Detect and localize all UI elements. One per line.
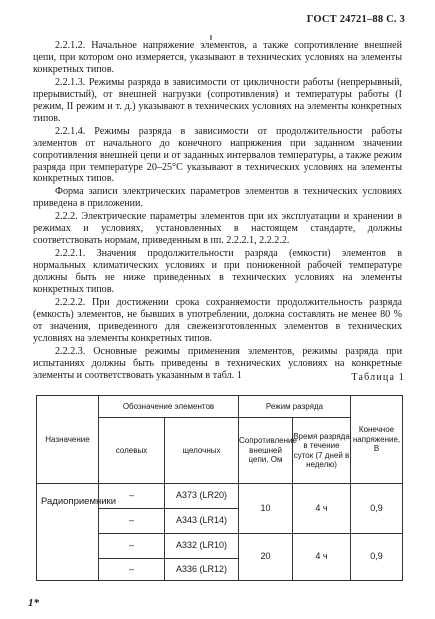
paragraph-2-2-2: 2.2.2. Электрические параметры элементов при их эксплуатации и хранении в режимах и условиях, установленных в настоящем стандарте, должны соответствовать нормам, приведенным в пп. 2.2.2.1, 2.2.2.2. [33, 211, 402, 247]
cell-salt: – [99, 534, 165, 559]
cell-end-voltage: 0,9 [351, 534, 403, 581]
cell-salt: – [99, 484, 165, 509]
page-footer-mark: 1* [28, 597, 39, 609]
body-text [33, 40, 402, 383]
table-row [37, 534, 403, 559]
cell-end-voltage: 0,9 [351, 484, 403, 534]
table-1 [36, 395, 403, 581]
page-header: ГОСТ 24721–88 С. 3 [306, 14, 405, 25]
header-alkaline: щелочных [165, 418, 239, 484]
paragraph-2-2-2-2: 2.2.2.2. При достижении срока сохраняемости продолжительность разряда (емкость) элементов, не бывших в употреблении, должна составлять не менее 80 % от значения, приведенного для свежеизготовленных элементов в технических условиях на элементы конкретных типов. [33, 297, 402, 344]
row-category: Радиоприемники [37, 484, 99, 534]
cell-salt: – [99, 509, 165, 534]
paragraph-2-2-1-4: 2.2.1.4. Режимы разряда в зависимости от продолжительности работы элементов от начального до конечного напряжения при заданном значении сопротивления внешней цепи и от заданных интервалов температуры, а также режим разряда при температуре 20–25°С указывают в технических условиях на элементы конкретных типов. [33, 125, 402, 185]
cell-alkaline: А336 (LR12) [165, 559, 239, 581]
cell-alkaline: А332 (LR10) [165, 534, 239, 559]
header-designation: Обозначение элементов [99, 396, 239, 418]
cell-resistance: 10 [239, 484, 293, 534]
paragraph-2-2-1-3: 2.2.1.3. Режимы разряда в зависимости от цикличности работы (непрерывный, прерывистый), от внешней нагрузки (сопротивления) и температуры работы (I режим, II режим и т. д.) указывают в технических условиях на элементы конкретных типов. [33, 76, 402, 124]
header-mode: Режим разряда [239, 396, 351, 418]
header-salt: солевых [99, 418, 165, 484]
paragraph-2-2-2-3: 2.2.2.3. Основные режимы применения элементов, режимы разряда при испытаниях должны быть приведены в технических условиях на конкретные элементы и соответствовать указанным в табл. 1 [33, 345, 402, 381]
row-category-continued [37, 534, 99, 581]
paragraph-2-2-2-1: 2.2.2.1. Значения продолжительности разряда (емкости) элементов в нормальных климатических условиях и при пониженной рабочей температуре должны быть не ниже приведенных в технических условиях на элементы конкретных типов. [33, 248, 402, 296]
cell-alkaline: А343 (LR14) [165, 509, 239, 534]
paragraph-form-note: Форма записи электрических параметров элементов в технических условиях приведена в приложении. [33, 186, 402, 210]
header-end-voltage: Конечное напряжение, В [351, 396, 403, 484]
cell-duration: 4 ч [293, 484, 351, 534]
cell-duration: 4 ч [293, 534, 351, 581]
header-resistance: Сопротивление внешней цепи, Ом [239, 418, 293, 484]
header-duration: Время разряда в течение суток (7 дней в неделю) [293, 418, 351, 484]
cell-resistance: 20 [239, 534, 293, 581]
cell-alkaline: А373 (LR20) [165, 484, 239, 509]
paragraph-2-2-1-2: 2.2.1.2. Начальное напряжение элементов, а также сопротивление внешней цепи, при котором оно измеряется, указывают в технических условиях на элементы конкретных типов. [33, 40, 402, 75]
header-name: Назначение [37, 396, 99, 484]
cell-salt: – [99, 559, 165, 581]
table-row [37, 484, 403, 509]
table-caption: Таблица 1 [351, 372, 405, 383]
